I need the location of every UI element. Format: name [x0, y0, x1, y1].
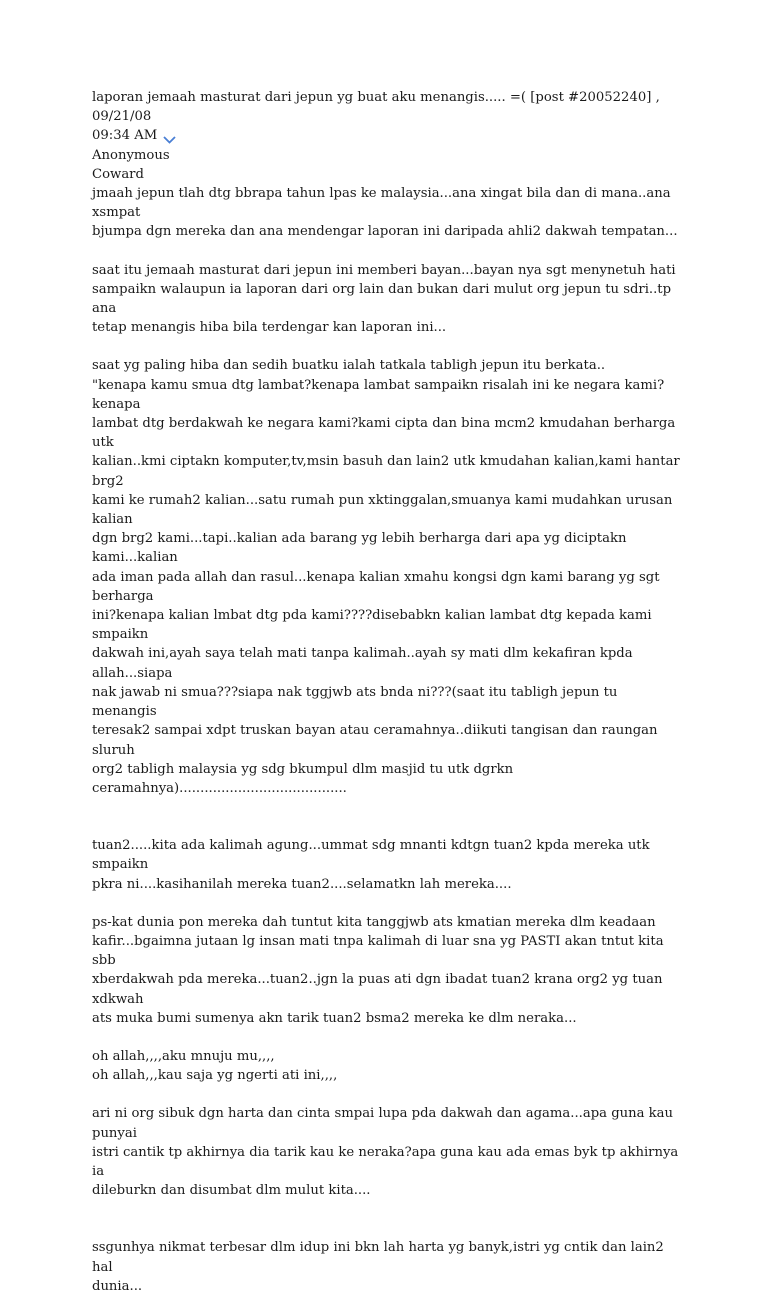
text-line: nak jawab ni smua???siapa nak tggjwb ats bnda ni???(saat itu tabligh jepun tu menangis	[92, 684, 618, 720]
text-line: ari ni org sibuk dgn harta dan cinta smpai lupa pda dakwah dan agama...apa guna kau punyai	[92, 1106, 674, 1141]
paragraph-2	[92, 261, 682, 338]
author-name-line1: Anonymous	[92, 147, 170, 163]
post-time-row	[92, 126, 682, 145]
text-line: pkra ni....kasihanilah mereka tuan2....selamatkn lah mereka....	[92, 876, 512, 892]
post-author	[92, 146, 682, 184]
text-line: oh allah,,,kau saja yg ngerti ati ini,,,,	[92, 1068, 338, 1084]
text-line: oh allah,,,,aku mnuju mu,,,,	[92, 1048, 275, 1064]
text-line: ats muka bumi sumenya akn tarik tuan2 bsma2 mereka ke dlm neraka...	[92, 1010, 577, 1026]
paragraph-5	[92, 913, 682, 1028]
text-line: dakwah ini,ayah saya telah mati tanpa kalimah..ayah sy mati dlm kekafiran kpda allah...siapa	[92, 646, 633, 681]
text-line: kami ke rumah2 kalian...satu rumah pun xktinggalan,smuanya kami mudahkan urusan kalian	[92, 492, 673, 528]
text-line: dileburkn dan disumbat dlm mulut kita....	[92, 1183, 371, 1199]
paragraph-8	[92, 1238, 682, 1296]
text-line: org2 tabligh malaysia yg sdg bkumpul dlm masjid tu utk dgrkn	[92, 761, 514, 777]
text-line: kalian..kmi ciptakn komputer,tv,msin basuh dan lain2 utk kmudahan kalian,kami hantar brg2	[92, 454, 680, 489]
text-line: "kenapa kamu smua dtg lambat?kenapa lambat sampaikn risalah ini ke negara kami?kenapa	[92, 377, 665, 412]
text-line: ssgunhya nikmat terbesar dlm idup ini bkn lah harta yg banyk,istri yg cntik dan lain2 hal	[92, 1240, 664, 1275]
paragraph-7	[92, 1104, 682, 1200]
paragraph-1	[92, 184, 682, 242]
text-line: kafir...bgaimna jutaan lg insan mati tnpa kalimah di luar sna yg PASTI akan tntut kita sbb	[92, 933, 664, 969]
text-line: saat yg paling hiba dan sedih buatku ialah tatkala tabligh jepun itu berkata..	[92, 358, 606, 374]
text-line: istri cantik tp akhirnya dia tarik kau ke neraka?apa guna kau ada emas byk tp akhirnya ia	[92, 1144, 679, 1179]
paragraph-3	[92, 356, 682, 798]
text-line: ada iman pada allah dan rasul...kenapa kalian xmahu kongsi dgn kami barang yg sgt berharga	[92, 569, 660, 604]
text-line: sampaikn walaupun ia laporan dari org lain dan bukan dari mulut org jepun tu sdri..tp ana	[92, 281, 672, 317]
text-line: tetap menangis hiba bila terdengar kan laporan ini...	[92, 320, 447, 336]
forum-post	[92, 88, 682, 1296]
text-line: ps-kat dunia pon mereka dah tuntut kita tanggjwb ats kmatian mereka dlm keadaan	[92, 914, 656, 930]
text-line: lambat dtg berdakwah ke negara kami?kami cipta dan bina mcm2 kmudahan berharga utk	[92, 416, 676, 451]
author-name-line2: Coward	[92, 166, 144, 182]
text-line: saat itu jemaah masturat dari jepun ini memberi bayan...bayan nya sgt menynetuh hati	[92, 262, 676, 278]
post-time: 09:34 AM	[92, 128, 158, 144]
text-line: dgn brg2 kami...tapi..kalian ada barang yg lebih berharga dari apa yg diciptakn kami...kalian	[92, 531, 627, 566]
paragraph-6	[92, 1047, 682, 1085]
text-line: jmaah jepun tlah dtg bbrapa tahun lpas ke malaysia...ana xingat bila dan di mana..ana xsmpat	[92, 186, 671, 221]
text-line: dunia...	[92, 1278, 143, 1294]
text-line: ceramahnya)........................................	[92, 780, 347, 796]
post-title[interactable]: laporan jemaah masturat dari jepun yg buat aku menangis..... =( [post #20052240] , 09/21/08	[92, 90, 660, 125]
text-line: ini?kenapa kalian lmbat dtg pda kami????disebabkn kalian lambat dtg kepada kami smpaikn	[92, 608, 652, 643]
text-line: tuan2.....kita ada kalimah agung...ummat sdg mnanti kdtgn tuan2 kpda mereka utk smpaikn	[92, 838, 650, 873]
text-line: teresak2 sampai xdpt truskan bayan atau ceramahnya..diikuti tangisan dan raungan sluruh	[92, 723, 658, 758]
chevron-down-icon[interactable]	[163, 131, 176, 139]
paragraph-4	[92, 836, 682, 894]
text-line: xberdakwah pda mereka...tuan2..jgn la puas ati dgn ibadat tuan2 krana org2 yg tuan xdkwah	[92, 972, 663, 1007]
text-line: bjumpa dgn mereka dan ana mendengar laporan ini daripada ahli2 dakwah tempatan...	[92, 224, 678, 240]
